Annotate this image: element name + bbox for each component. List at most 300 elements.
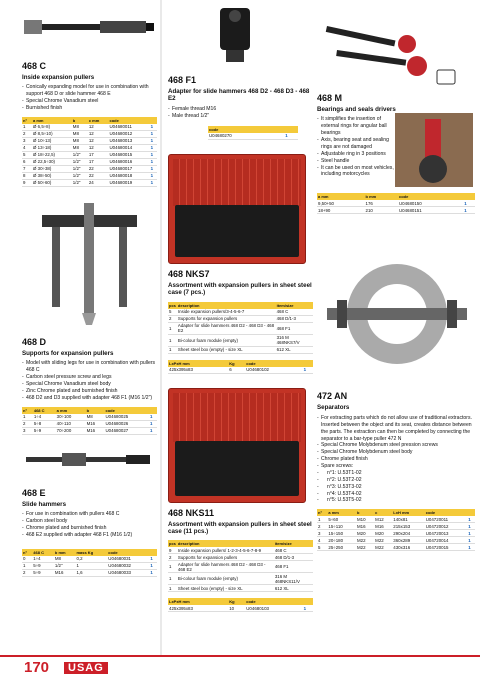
cell: 30÷100 [56,414,86,421]
feature-item: - Special Chrome Vanadium steel [22,98,157,105]
page-footer [0,655,480,679]
column-left [22,0,157,577]
cell: 18+90 [317,207,365,214]
cell: 316 M 468NKS11/V [274,573,313,585]
cell: 6 [22,158,32,165]
product-title-nks7: Assortment with expansion pullers in sheet steel case (7 pcs.) [168,281,312,297]
col-header: b [72,117,88,124]
cell: 1 [303,605,313,612]
cell: U04720011 [425,516,468,523]
col-header [467,509,475,516]
product-code-label: 468 M [317,93,343,103]
product-code-468d: 468 D [22,336,47,347]
cell: 1 [168,561,177,573]
cell: Adapter for slide hammers 468 D2 - 468 D3 - 468 E2 [177,323,275,333]
cell: 1 [150,158,157,165]
cell: U04680150 [398,200,463,207]
cell: 40÷110 [56,420,86,427]
cell: 425x395x83 [168,605,228,612]
product-title-nks11: Assortment with expansion pullers in sheet steel case (11 pcs.) [168,520,312,535]
support-puller-image [22,195,157,330]
table-row [168,346,313,353]
col-header: code [245,360,302,367]
cell: 2 [22,420,33,427]
col-header: code [109,117,150,124]
cell: M22 [374,537,392,544]
cell: M22 [356,537,374,544]
cell: 468 D/1-3 [274,554,313,561]
cell: 9 [22,179,32,186]
cell: 1 [149,556,157,563]
product-title-468m: Bearings and seals drivers [317,106,396,113]
cell: 1/2" [72,172,88,179]
cell: Bi-colour foam module (empty) [177,573,274,585]
table-row [168,334,313,346]
col-header: n° [22,117,32,124]
feature-item: - n°4: U.53T4-02 [317,491,475,498]
cell: 290x204 [392,530,424,537]
page-number: 170 [24,659,50,676]
adapter-image [168,2,313,68]
cell: 12 [88,144,109,151]
table-row [22,151,157,158]
cell: U04680017 [109,165,150,172]
cell: M22 [374,544,392,551]
table-row [168,605,313,612]
cell: 3 [317,530,327,537]
cell: 1 [467,516,475,523]
cell: Sheet steel box (empty) - size XL [177,346,276,353]
cell: 3 [22,427,33,434]
cell: U04680018 [109,172,150,179]
cell: Ø 38÷50) [32,172,72,179]
table-468c [22,117,157,187]
cell: 210 [365,207,398,214]
feature-item: - It can be used on most vehicles, including motorcycles [317,165,395,179]
table-nks11-specs [168,598,313,612]
table-row [317,530,475,537]
cell: 140x81 [392,516,424,523]
table-row [22,562,157,569]
table-row [168,315,313,322]
cell: 5÷60 [327,516,356,523]
cell: M16 [356,523,374,530]
cell: M10 [356,516,374,523]
cell: U04680015 [109,151,150,158]
cell: 1 [467,537,475,544]
cell: 1 [22,414,33,421]
cell: U04720012 [425,523,468,530]
cell: 468 D/1-3 [276,315,313,322]
cell: Inside expansion pullers/3-4-5-6-7 [177,309,276,316]
col-header: c [374,509,392,516]
table-row [168,367,313,374]
feature-item: - Chrome plated finish [317,456,475,463]
feature-list-472an [317,415,475,504]
cell: U04720015 [425,544,468,551]
feature-item: - Carbon steel pressure screw and legs [22,374,157,381]
cell: 9 [168,547,177,554]
feature-item: - Conically expanding model for use in combination with support 468 D or slide hammer 468 E [22,84,157,98]
cell: 360x289 [392,537,424,544]
col-header: pcs [169,541,176,547]
col-header [150,117,157,124]
case-tray [175,441,299,495]
col-header [463,193,475,200]
cell: Ø 13÷18) [32,144,72,151]
cell: 1 [149,562,157,569]
feature-item: - 468 D2 and D3 supplied with adapter 468 F1 (M16 1/2") [22,395,157,402]
table-468m [317,193,475,214]
cell: 1 [463,200,475,207]
col-header: code [425,509,468,516]
cell: M20 [356,530,374,537]
col-header [149,549,157,556]
brand-logo: USAG [64,662,108,674]
cell: 1 [317,516,327,523]
cell: 1 [150,124,157,131]
cell: M8 [54,556,76,563]
cell: M16 [86,427,105,434]
col-header: b [86,407,105,414]
cell: M8 [72,124,88,131]
cell: 612 XL [276,346,313,353]
cell: 7 [22,165,32,172]
cell: 22 [88,165,109,172]
cell: 2 [168,315,177,322]
cell: U04680032 [107,562,149,569]
feature-item: - 468 E2 supplied with adapter 468 F1 (M16 1/2) [22,532,157,539]
cell: U04720014 [425,537,468,544]
cell: U04680014 [109,144,150,151]
cell: Sheet steel box (empty) - size XL [177,585,274,592]
table-472an [317,509,475,551]
table-row [317,544,475,551]
cell: Ø 22,5÷30) [32,158,72,165]
cell: 5÷8 [33,420,56,427]
cell: 2 [317,523,327,530]
col-header: c mm [88,117,109,124]
table-row [22,137,157,144]
table-row [22,427,157,434]
col-header [284,126,298,133]
col-header: Kg [228,598,245,605]
feature-list-468f1 [168,106,313,120]
table-468d [22,407,157,435]
feature-item: - Special Chrome Molybdenum steel body [317,449,475,456]
cell: 1,6 [75,569,107,576]
cell: 2 [22,130,32,137]
cell: 5 [317,544,327,551]
cell: M12 [374,516,392,523]
table-row [168,322,313,334]
cell: 70÷200 [56,427,86,434]
col-header: LxPxH mm [168,598,228,605]
cell: 4 [317,537,327,544]
product-code-472an: 472 AN [317,391,348,402]
cell: 12 [88,130,109,137]
cell: U04680270 [208,133,284,140]
cell: U04680012 [109,130,150,137]
product-code-468m [317,93,475,103]
cell: 468 F1 [274,561,313,573]
table-468f1 [208,126,298,140]
cell: 15÷110 [327,523,356,530]
cell: 5÷9 [33,427,56,434]
table-row [168,561,313,573]
table-row [317,537,475,544]
col-header: Kg [228,360,245,367]
table-row [22,569,157,576]
nks7-case-image [168,154,306,264]
table-row [168,573,313,585]
cell: 25÷250 [327,544,356,551]
col-header: code [245,598,302,605]
cell: 425x395x83 [168,367,228,374]
case-lid [173,393,301,443]
table-row [22,158,157,165]
feature-list-468m [317,116,395,187]
cell: 2 [22,569,32,576]
cell: 215x153 [392,523,424,530]
col-header: code [107,549,149,556]
cell: 1÷4 [32,556,54,563]
cell: 1 [149,427,157,434]
cell: Ø 18÷22,5) [32,151,72,158]
feature-item: - For use in combination with pullers 468 C [22,511,157,518]
feature-list-468d [22,360,157,401]
cell: 1 [149,420,157,427]
cell: 1 [22,124,32,131]
table-row [22,179,157,186]
table-nks11 [168,540,313,592]
cell: Supports for expansion pullers [177,315,276,322]
col-header: LxH mm [392,509,424,516]
col-header: a mm [56,407,86,414]
cell: U04680025 [105,414,149,421]
col-header: description [177,302,276,309]
cell: 1 [467,530,475,537]
cell: 1 [150,172,157,179]
cell: U04680103 [245,605,302,612]
feature-list-468c [22,84,157,112]
feature-item: - n°2: U.53T2-02 [317,477,475,484]
col-header: description [177,540,274,547]
column-middle [168,0,313,612]
slide-hammer-image [22,441,157,481]
cell: U04680026 [105,420,149,427]
cell: 1 [150,137,157,144]
cell: 22 [88,172,109,179]
cell: U04680027 [105,427,149,434]
cell: 1 [75,562,107,569]
table-row [317,207,475,214]
feature-item: - Zinc Chrome plated and burnished finish [22,388,157,395]
cell: 5 [22,151,32,158]
cell: 0,2 [75,556,107,563]
feature-item: - n°3: U.53T3-02 [317,484,475,491]
feature-item: - Adjustable ring in 3 positions [317,151,395,158]
table-nks7-specs [168,360,313,374]
cell: M20 [374,530,392,537]
product-title-468e: Slide hammers [22,500,67,508]
cell: U04680019 [109,179,150,186]
cell: 468 C [274,547,313,554]
col-header: item/size [276,302,313,309]
cell: 6 [228,367,245,374]
cell: 1/2" [72,158,88,165]
cell: 1 [284,133,298,140]
cell: M16 [86,420,105,427]
col-header: b mm [365,193,398,200]
cell: Ø 8,5÷10) [32,130,72,137]
table-row [168,554,313,561]
col-header [303,360,313,367]
table-row [22,172,157,179]
table-row [168,585,313,592]
cell: Bi-colour foam module (empty) [177,334,276,346]
cell: 12 [88,137,109,144]
cell: 1 [467,523,475,530]
product-title-468d: Supports for expansion pullers [22,349,114,357]
cell: M8 [72,130,88,137]
cell: 1/2" [72,165,88,172]
feature-item: - Carbon steel body [22,518,157,525]
col-header [303,598,313,605]
table-row [22,130,157,137]
cell: Ø 50÷60) [32,179,72,186]
feature-item: - Special Chrome Molybdenum steel pression screws [317,442,475,449]
cell: M8 [72,144,88,151]
cell: 1 [168,573,177,585]
cell: 17 [88,158,109,165]
col-header: code [208,126,284,133]
cell: 1/2" [54,562,76,569]
col-header: n° [317,509,327,516]
col-header: n° [22,549,32,556]
feature-item: - Male thread 1/2" [168,113,313,120]
cell: 12 [88,124,109,131]
col-header: mass Kg [75,549,107,556]
feature-item: - Spare screws: [317,463,475,470]
cell: 316 M 468NKS7/V [276,334,313,346]
cell: 5 [168,309,177,316]
nks11-case-image [168,388,306,503]
cell: 3 [22,137,32,144]
cell: 5÷9 [32,569,54,576]
cell: 24 [88,179,109,186]
col-header: 468 C [32,549,54,556]
case-tray [175,205,299,257]
case-lid [173,159,301,207]
cell: 2 [168,554,177,561]
feature-item: - n°1: U.53T1-02 [317,470,475,477]
cell: M16 [54,569,76,576]
cell: U04680102 [245,367,302,374]
cell: Adapter for slide hammers 468 D2 - 468 D3 - 468 E2 [177,561,274,573]
expansion-puller-image [22,2,157,54]
cell: U04680016 [109,158,150,165]
product-code-468e: 468 E [22,487,46,498]
cell: 1 [150,151,157,158]
cell: 1 [150,144,157,151]
cell: 1 [467,544,475,551]
cell: Supports for expansion pullers [177,554,274,561]
cell: U04680031 [107,556,149,563]
cell: M8 [86,414,105,421]
cell: Ø 6,5÷8) [32,124,72,131]
table-nks7 [168,302,313,354]
product-code-468c: 468 C [22,61,47,71]
cell: Inside expansion pullers/ 1-2-3-4-5-6-7-8-9 [177,547,274,554]
cell: Ø 10÷13) [32,137,72,144]
product-title-468f1: Adapter for slide hammers 468 D2 - 468 D3 - 468 E2 [168,88,310,103]
cell: 1 [303,367,313,374]
separator-image [317,234,475,384]
feature-item: - n°5: U.53T5-02 [317,497,475,504]
cell: 1 [149,569,157,576]
cell: 17 [88,151,109,158]
col-header: n° [22,407,33,414]
feature-item: - Burnished finish [22,105,157,112]
cell: 0 [22,556,32,563]
col-header: a mm [317,193,365,200]
product-code-nks11: 468 NKS11 [168,507,215,518]
feature-item: - It simplifies the insertion of external rings for angular ball bearings [317,116,395,137]
cell: 1 [168,346,177,353]
col-header: a mm [32,117,72,124]
cell: 1/2" [72,179,88,186]
bearing-driver-image [317,6,475,86]
cell: M16 [374,523,392,530]
product-title-468c: Inside expansion pullers [22,74,95,81]
col-header: a mm [327,509,356,516]
cell: 1 [168,322,177,334]
cell: M8 [72,137,88,144]
cell: 8 [22,172,32,179]
cell: 15÷150 [327,530,356,537]
table-row [22,165,157,172]
cell: 468 F1 [276,322,313,334]
feature-item: - Special Chrome Vanadium steel body [22,381,157,388]
table-468e [22,549,157,577]
cell: M22 [356,544,374,551]
feature-item: - Female thread M16 [168,106,313,113]
col-header [149,407,157,414]
col-header: item/size [274,540,313,547]
cell: 4 [22,144,32,151]
cell: 1 [168,334,177,346]
col-header: 468 C [33,407,56,414]
468m-body [317,113,475,187]
cell: 10 [228,605,245,612]
col-header: b mm [54,549,76,556]
cell: 468 C [276,309,313,316]
cell: 1 [168,585,177,592]
cell: 176 [365,200,398,207]
cell: U04680013 [109,137,150,144]
cell: 1 [150,179,157,186]
table-row [317,523,475,530]
cell: 20÷180 [327,537,356,544]
feature-list-468e [22,511,157,539]
cell: U04680011 [109,124,150,131]
feature-item: - Axis, bearing seat and sealing rings are not damaged [317,137,395,151]
cell: 1 [22,562,32,569]
product-title-472an: Separators [317,404,350,412]
table-row [208,133,298,140]
feature-item: - Model with sliding legs for use in combination with pullers 468 C [22,360,157,374]
